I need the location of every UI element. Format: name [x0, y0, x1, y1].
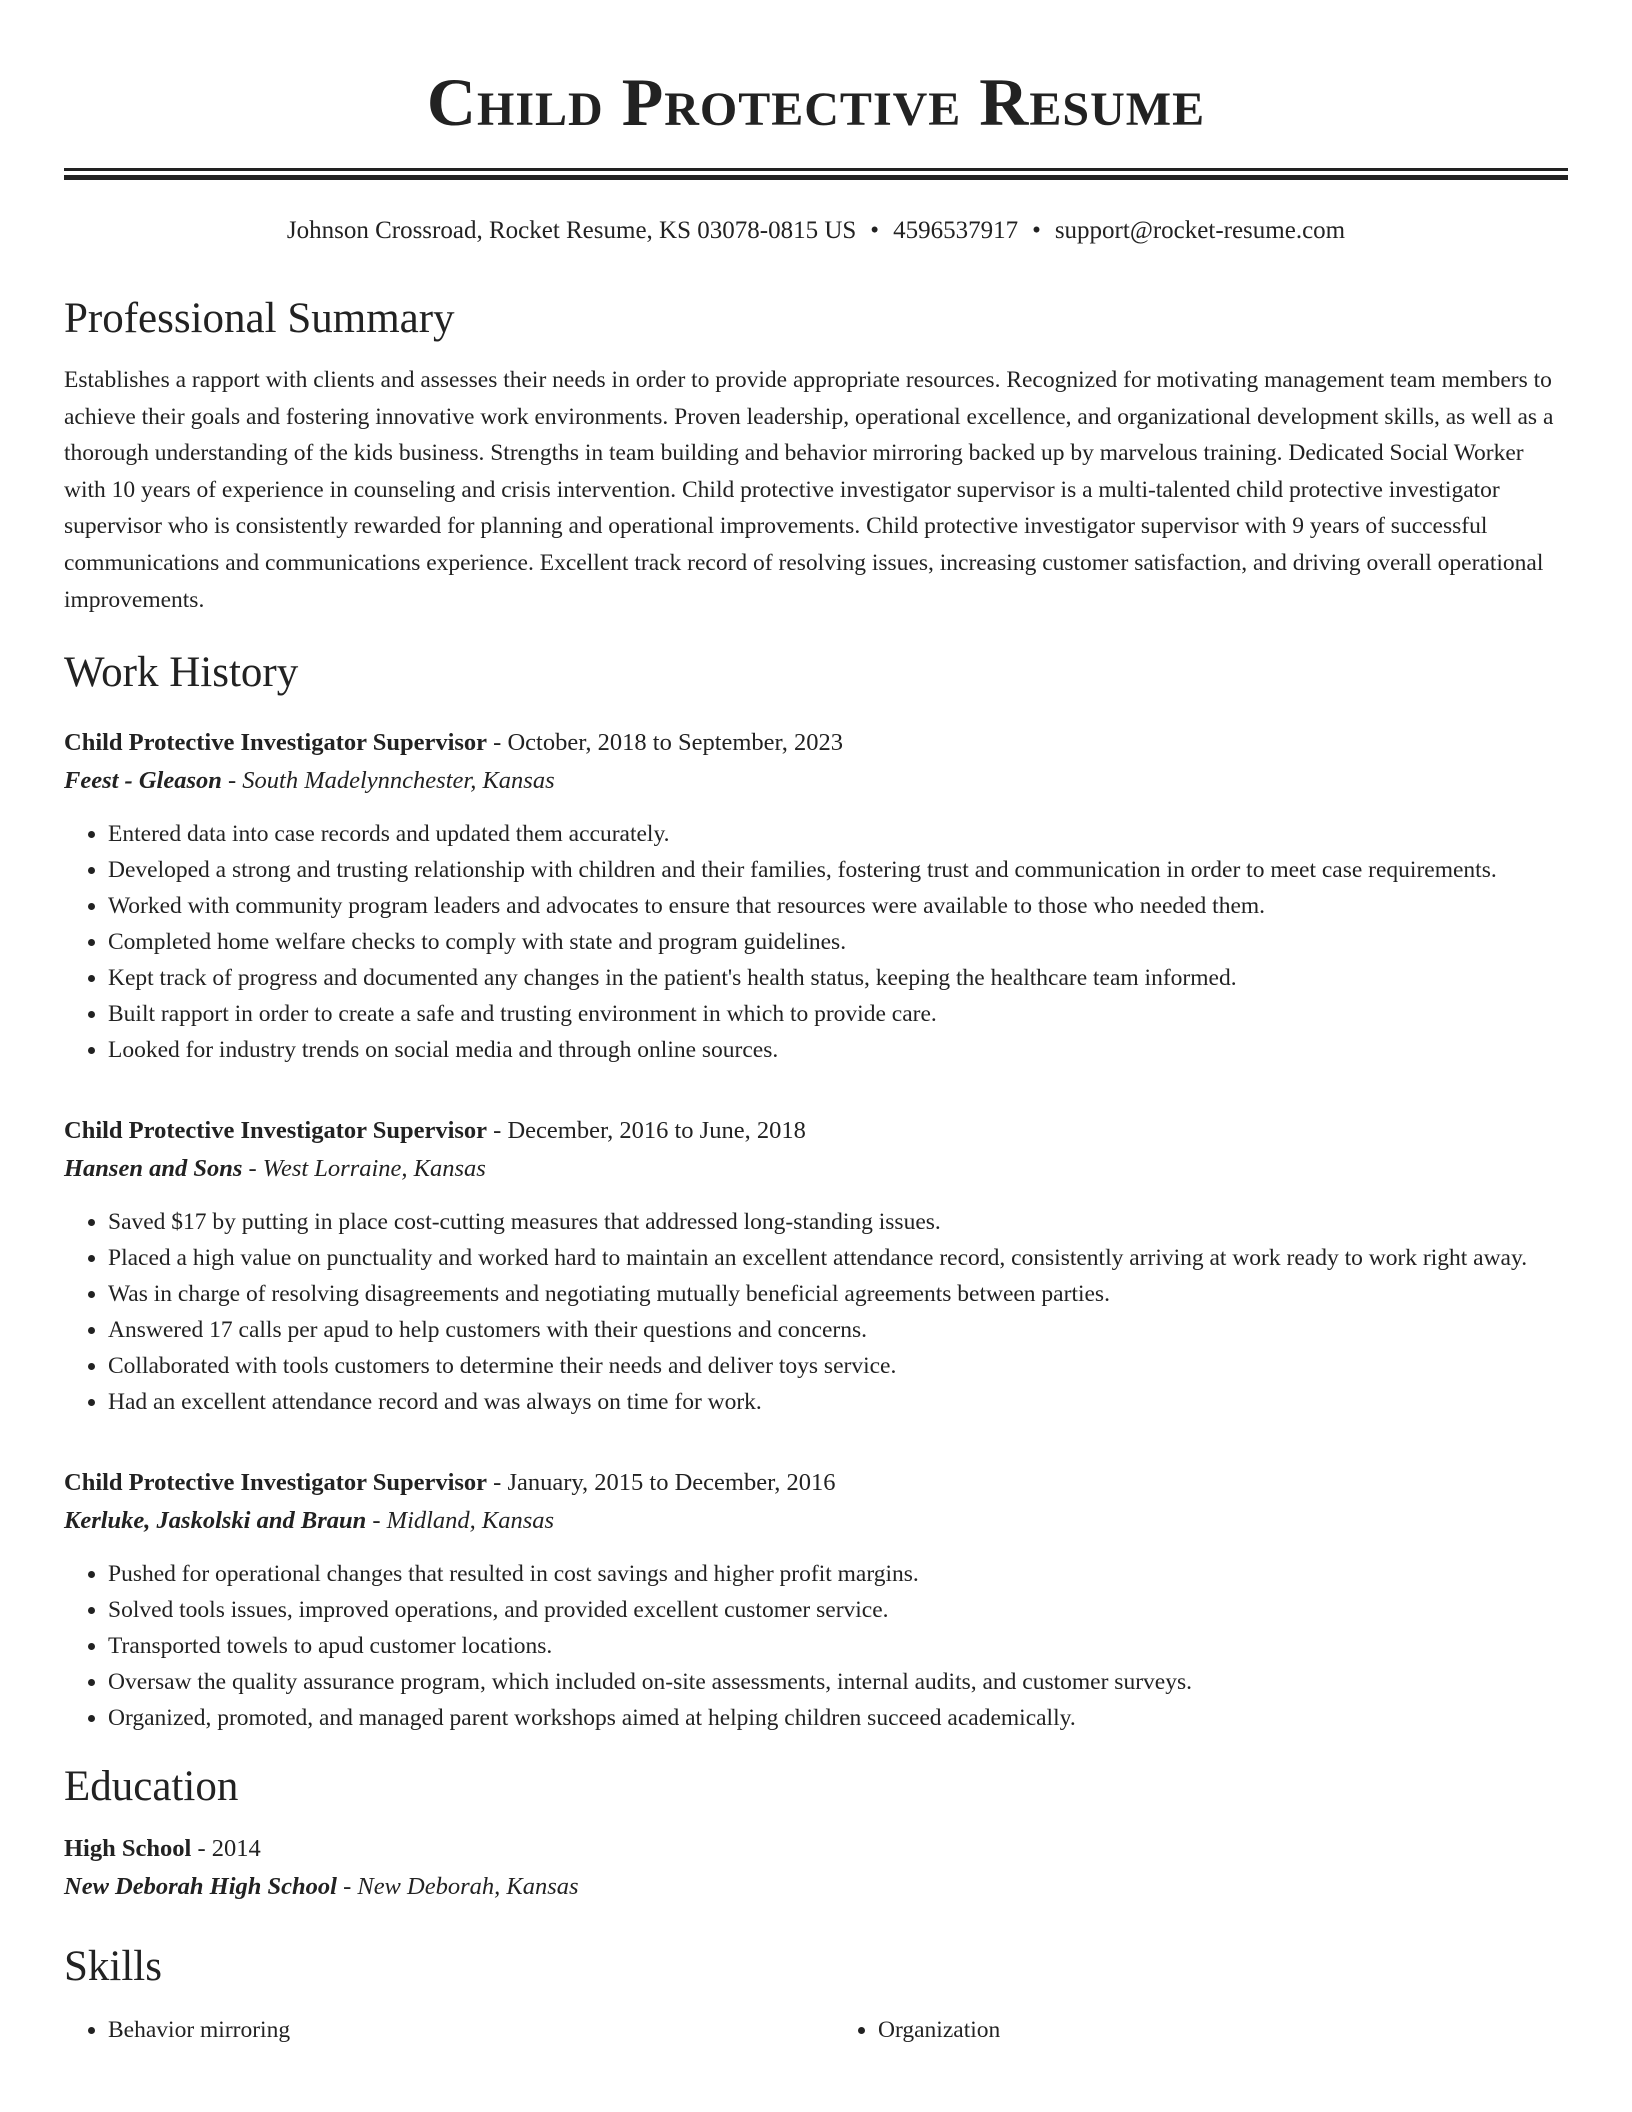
- contact-address: Johnson Crossroad, Rocket Resume, KS 03078-0815 US: [286, 217, 857, 244]
- job-bullets: [64, 1556, 1568, 1736]
- contact-email: support@rocket-resume.com: [1054, 217, 1346, 244]
- contact-separator: •: [1032, 217, 1041, 244]
- job-bullet: • Worked with community program leaders and advocates to ensure that resources were available to those who needed them.: [108, 888, 1568, 924]
- contact-line: [0, 214, 1632, 248]
- job-dates: - December, 2016 to June, 2018: [487, 1117, 806, 1145]
- company-line: [64, 1502, 1568, 1540]
- company-name: Hansen and Sons: [64, 1155, 243, 1183]
- summary-section: [64, 290, 1568, 618]
- job-bullet: • Looked for industry trends on social media and through online sources.: [108, 1032, 1568, 1068]
- company-name: Kerluke, Jaskolski and Braun: [64, 1507, 367, 1535]
- work-history-heading: Work History: [64, 649, 299, 697]
- summary-heading: Professional Summary: [64, 295, 455, 342]
- job-title-line: [64, 724, 1568, 762]
- resume-title: Child Protective Resume: [426, 64, 1206, 140]
- school-location: - New Deborah, Kansas: [336, 1873, 579, 1901]
- job-bullet: • Saved $17 by putting in place cost-cutting measures that addressed long-standing issues.: [108, 1204, 1568, 1240]
- job-bullet: • Transported towels to apud customer locations.: [108, 1628, 1568, 1664]
- job-bullet: • Pushed for operational changes that resulted in cost savings and higher profit margins.: [108, 1556, 1568, 1592]
- work-history-section: [64, 644, 1568, 1736]
- job-entry: [64, 1464, 1568, 1736]
- job-bullet: • Placed a high value on punctuality and worked hard to maintain an excellent attendance record, consistently arriving at work ready to work right away.: [108, 1240, 1568, 1276]
- education-section: [64, 1758, 1568, 1906]
- skills-heading: Skills: [64, 1943, 162, 1991]
- school-line: [64, 1868, 1568, 1906]
- degree-line: [64, 1830, 1568, 1868]
- job-dates: - January, 2015 to December, 2016: [487, 1469, 836, 1497]
- job-bullet: • Collaborated with tools customers to determine their needs and deliver toys service.: [108, 1348, 1568, 1384]
- company-line: [64, 1150, 1568, 1188]
- job-title-line: [64, 1464, 1568, 1502]
- skills-list: [64, 2012, 1568, 2048]
- job-bullet: • Had an excellent attendance record and was always on time for work.: [108, 1384, 1568, 1420]
- skills-section: [64, 1938, 1568, 2048]
- job-bullet: • Solved tools issues, improved operations, and provided excellent customer service.: [108, 1592, 1568, 1628]
- contact-phone: 4596537917: [893, 217, 1019, 244]
- job-bullet: • Oversaw the quality assurance program, which included on-site assessments, internal audits, and customer surveys.: [108, 1664, 1568, 1700]
- job-bullet: • Organized, promoted, and managed parent workshops aimed at helping children succeed academically.: [108, 1700, 1568, 1736]
- job-title: Child Protective Investigator Supervisor: [64, 729, 488, 757]
- skill-item: • Organization: [878, 2012, 1568, 2048]
- graduation-year: - 2014: [191, 1835, 261, 1863]
- skill-item: • Behavior mirroring: [108, 2012, 798, 2048]
- skills-column-right: [798, 2012, 1568, 2048]
- job-entry: [64, 1112, 1568, 1420]
- skills-column-left: [64, 2012, 798, 2048]
- job-bullet: • Entered data into case records and updated them accurately.: [108, 816, 1568, 852]
- job-title: Child Protective Investigator Supervisor: [64, 1469, 488, 1497]
- company-name: Feest - Gleason: [64, 767, 222, 795]
- job-bullet: • Was in charge of resolving disagreements and negotiating mutually beneficial agreements between parties.: [108, 1276, 1568, 1312]
- company-location: - West Lorraine, Kansas: [242, 1155, 486, 1183]
- school-name: New Deborah High School: [64, 1873, 337, 1901]
- title-divider-thick: [64, 175, 1568, 180]
- job-bullet: • Answered 17 calls per apud to help customers with their questions and concerns.: [108, 1312, 1568, 1348]
- job-entry: [64, 724, 1568, 1068]
- job-title-line: [64, 1112, 1568, 1150]
- job-bullet: • Developed a strong and trusting relationship with children and their families, fostering trust and communication in order to meet case requirements.: [108, 852, 1568, 888]
- job-bullet: • Built rapport in order to create a safe and trusting environment in which to provide care.: [108, 996, 1568, 1032]
- company-location: - Midland, Kansas: [366, 1507, 555, 1535]
- education-heading: Education: [64, 1763, 239, 1811]
- job-bullets: [64, 1204, 1568, 1420]
- company-location: - South Madelynnchester, Kansas: [221, 767, 555, 795]
- job-bullet: • Completed home welfare checks to comply with state and program guidelines.: [108, 924, 1568, 960]
- summary-text: Establishes a rapport with clients and assesses their needs in order to provide appropriate resources. Recognized for motivating management team members to achieve their goals and fostering innovative work environments. Proven leadership, operational excellence, and organizational development skills, as well as a thorough understanding of the kids business. Strengths in team building and behavior mirroring backed up by marvelous training. Dedicated Social Worker with 10 years of experience in counseling and crisis intervention. Child protective investigator supervisor is a multi-talented child protective investigator supervisor who is consistently rewarded for planning and operational improvements. Child protective investigator supervisor with 9 years of successful communications and communications experience. Excellent track record of resolving issues, increasing customer satisfaction, and driving overall operational improvements.: [64, 367, 1554, 613]
- contact-separator: •: [870, 217, 880, 244]
- job-dates: - October, 2018 to September, 2023: [487, 729, 843, 757]
- job-bullet: • Kept track of progress and documented any changes in the patient's health status, keeping the healthcare team informed.: [108, 960, 1568, 996]
- degree: High School: [64, 1835, 192, 1863]
- title-divider-thin: [64, 168, 1568, 171]
- resume-content: [64, 290, 1568, 2048]
- job-title: Child Protective Investigator Supervisor: [64, 1117, 488, 1145]
- company-line: [64, 762, 1568, 800]
- job-bullets: [64, 816, 1568, 1068]
